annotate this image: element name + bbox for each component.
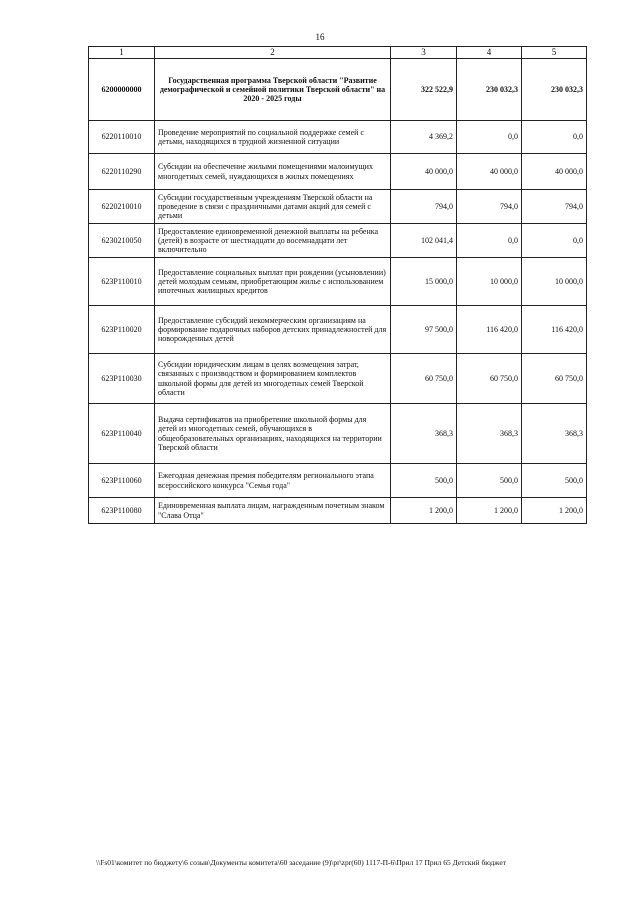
- row-name: Предоставление единовременной денежной выплаты на ребенка (детей) в возрасте от шестнадцати до восемнадцати лет включительно: [155, 224, 391, 258]
- row-value-year3: 230 032,3: [522, 59, 587, 121]
- row-value-year1: 500,0: [391, 464, 457, 498]
- row-value-year3: 60 750,0: [522, 354, 587, 404]
- row-code: 623P110030: [89, 354, 155, 404]
- table-header-row: [89, 47, 587, 59]
- column-header-1: 1: [89, 47, 155, 59]
- budget-table: [88, 46, 587, 524]
- column-header-2: 2: [155, 47, 391, 59]
- table-row: [89, 121, 587, 154]
- row-value-year1: 794,0: [391, 190, 457, 224]
- row-code: 6220110010: [89, 121, 155, 154]
- row-value-year1: 97 500,0: [391, 306, 457, 354]
- column-header-4: 4: [457, 47, 522, 59]
- row-value-year2: 230 032,3: [457, 59, 522, 121]
- row-code: 623P110060: [89, 464, 155, 498]
- row-value-year3: 0,0: [522, 121, 587, 154]
- row-value-year2: 368,3: [457, 404, 522, 464]
- column-header-3: 3: [391, 47, 457, 59]
- row-value-year1: 368,3: [391, 404, 457, 464]
- row-value-year2: 40 000,0: [457, 154, 522, 190]
- row-value-year2: 116 420,0: [457, 306, 522, 354]
- row-value-year1: 322 522,9: [391, 59, 457, 121]
- table-row: [89, 498, 587, 524]
- row-value-year2: 60 750,0: [457, 354, 522, 404]
- row-name: Предоставление социальных выплат при рождении (усыновлении) детей молодым семьям, приобретающим жилье с использованием ипотечных жилищных кредитов: [155, 258, 391, 306]
- table-row: [89, 404, 587, 464]
- table-row: [89, 224, 587, 258]
- row-value-year3: 500,0: [522, 464, 587, 498]
- row-name: Выдача сертификатов на приобретение школьной формы для детей из многодетных семей, обучающихся в общеобразовательных организациях, находящихся на территории Тверской области: [155, 404, 391, 464]
- table-row: [89, 190, 587, 224]
- row-value-year1: 1 200,0: [391, 498, 457, 524]
- row-code: 6230210050: [89, 224, 155, 258]
- row-value-year3: 368,3: [522, 404, 587, 464]
- row-code: 623P110010: [89, 258, 155, 306]
- row-value-year1: 40 000,0: [391, 154, 457, 190]
- row-name: Субсидии юридическим лицам в целях возмещения затрат, связанных с производством и формированием комплектов школьной формы для детей из многодетных семей Тверской области: [155, 354, 391, 404]
- row-name: Единовременная выплата лицам, награжденным почетным знаком "Слава Отца": [155, 498, 391, 524]
- table-row: [89, 154, 587, 190]
- row-code: 6220210010: [89, 190, 155, 224]
- row-name: Предоставление субсидий некоммерческим организациям на формирование подарочных наборов детских принадлежностей для новорожденных детей: [155, 306, 391, 354]
- row-value-year1: 15 000,0: [391, 258, 457, 306]
- row-value-year3: 1 200,0: [522, 498, 587, 524]
- row-code: 6200000000: [89, 59, 155, 121]
- row-value-year2: 500,0: [457, 464, 522, 498]
- row-value-year3: 794,0: [522, 190, 587, 224]
- row-value-year2: 0,0: [457, 224, 522, 258]
- row-name: Ежегодная денежная премия победителям регионального этапа всероссийского конкурса "Семья года": [155, 464, 391, 498]
- row-value-year2: 0,0: [457, 121, 522, 154]
- footer-file-path: \\Fs01\комитет по бюджету\6 созыв\Документы комитета\60 заседание (9)\pr\zpr(60) 1117-П-6\Прил 17 Прил 65 Детский бюджет: [96, 858, 506, 867]
- table-row-program: [89, 59, 587, 121]
- row-value-year3: 116 420,0: [522, 306, 587, 354]
- row-value-year1: 4 369,2: [391, 121, 457, 154]
- row-name: Субсидии на обеспечение жилыми помещениями малоимущих многодетных семей, нуждающихся в жилых помещениях: [155, 154, 391, 190]
- row-value-year3: 40 000,0: [522, 154, 587, 190]
- table-row: [89, 258, 587, 306]
- row-code: 623P110040: [89, 404, 155, 464]
- row-name: Государственная программа Тверской области "Развитие демографической и семейной политики Тверской области" на 2020 - 2025 годы: [155, 59, 391, 121]
- column-header-5: 5: [522, 47, 587, 59]
- row-name: Субсидии государственным учреждениям Тверской области на проведение в связи с праздничными датами акций для семей с детьми: [155, 190, 391, 224]
- row-value-year2: 10 000,0: [457, 258, 522, 306]
- row-code: 623P110080: [89, 498, 155, 524]
- row-value-year2: 1 200,0: [457, 498, 522, 524]
- row-code: 6220110290: [89, 154, 155, 190]
- table-row: [89, 464, 587, 498]
- row-value-year3: 0,0: [522, 224, 587, 258]
- table-row: [89, 306, 587, 354]
- table-row: [89, 354, 587, 404]
- page-number: 16: [315, 32, 325, 42]
- row-value-year3: 10 000,0: [522, 258, 587, 306]
- row-name: Проведение мероприятий по социальной поддержке семей с детьми, находящихся в трудной жизненной ситуации: [155, 121, 391, 154]
- row-code: 623P110020: [89, 306, 155, 354]
- row-value-year2: 794,0: [457, 190, 522, 224]
- row-value-year1: 102 041,4: [391, 224, 457, 258]
- row-value-year1: 60 750,0: [391, 354, 457, 404]
